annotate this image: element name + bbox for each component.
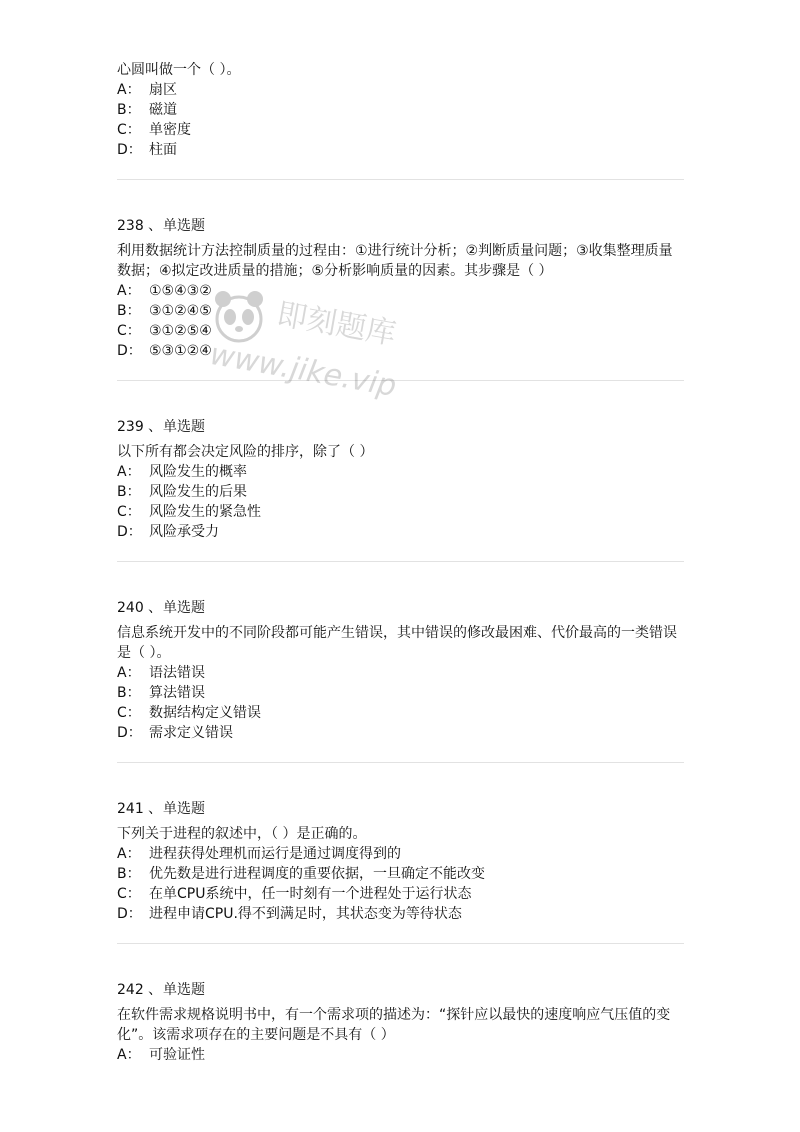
option-letter: B：	[117, 484, 141, 500]
question-number: 240 、	[117, 600, 163, 616]
option-letter: C：	[117, 705, 141, 721]
question-stem: 下列关于进程的叙述中，（ ）是正确的。	[117, 826, 367, 842]
option-d	[117, 904, 684, 924]
option-b	[117, 100, 684, 120]
option-text: 可验证性	[149, 1047, 205, 1063]
divider	[117, 380, 684, 381]
option-b	[117, 482, 684, 502]
option-text: 风险发生的后果	[149, 484, 247, 500]
question-number: 241 、	[117, 801, 163, 817]
option-a	[117, 1045, 684, 1065]
option-text: ③①②④⑤	[149, 303, 212, 319]
watermark-url: www.jike.vip	[207, 336, 400, 405]
question-241	[117, 799, 684, 944]
option-text: 语法错误	[149, 665, 205, 681]
option-letter: A：	[117, 1047, 141, 1063]
option-letter: D：	[117, 142, 142, 158]
option-letter: C：	[117, 886, 141, 902]
option-c	[117, 120, 684, 140]
option-text: 优先数是进行进程调度的重要依据，一旦确定不能改变	[149, 866, 485, 882]
divider	[117, 762, 684, 763]
option-c	[117, 884, 684, 904]
option-a	[117, 462, 684, 482]
question-header	[117, 417, 684, 437]
option-text: ③①②⑤④	[149, 323, 212, 339]
option-text: 需求定义错误	[149, 725, 233, 741]
option-b	[117, 301, 684, 321]
option-letter: C：	[117, 323, 141, 339]
question-header	[117, 799, 684, 819]
question-stem: 利用数据统计方法控制质量的过程由：①进行统计分析；②判断质量问题；③收集整理质量数据；④拟定改进质量的措施；⑤分析影响质量的因素。其步骤是（ ）	[117, 243, 673, 279]
question-type: 单选题	[163, 600, 205, 616]
option-text: 风险承受力	[149, 524, 219, 540]
option-letter: A：	[117, 464, 141, 480]
option-text: ①⑤④③②	[149, 283, 212, 299]
question-type: 单选题	[163, 801, 205, 817]
option-text: 风险发生的紧急性	[149, 504, 261, 520]
option-text: 进程申请CPU.得不到满足时，其状态变为等待状态	[149, 906, 462, 922]
question-number: 239 、	[117, 419, 163, 435]
divider	[117, 943, 684, 944]
option-letter: D：	[117, 906, 142, 922]
question-header	[117, 598, 684, 618]
divider	[117, 561, 684, 562]
option-b	[117, 683, 684, 703]
document-page	[117, 60, 684, 1065]
option-text: 扇区	[149, 82, 177, 98]
option-letter: D：	[117, 725, 142, 741]
option-letter: A：	[117, 82, 141, 98]
option-text: 磁道	[149, 102, 177, 118]
option-letter: A：	[117, 846, 141, 862]
option-text: 柱面	[149, 142, 177, 158]
question-type: 单选题	[163, 218, 205, 234]
option-letter: A：	[117, 665, 141, 681]
option-text: 算法错误	[149, 685, 205, 701]
option-d	[117, 723, 684, 743]
question-header	[117, 216, 684, 236]
option-letter: C：	[117, 504, 141, 520]
option-letter: B：	[117, 303, 141, 319]
question-239	[117, 417, 684, 562]
option-d	[117, 522, 684, 542]
question-header	[117, 980, 684, 1000]
option-c	[117, 703, 684, 723]
question-240	[117, 598, 684, 763]
option-b	[117, 864, 684, 884]
watermark-brand: 即刻题库	[274, 296, 399, 353]
question-number: 242 、	[117, 982, 163, 998]
option-text: ⑤③①②④	[149, 343, 212, 359]
option-text: 在单CPU系统中，任一时刻有一个进程处于运行状态	[149, 886, 472, 902]
question-stem: 以下所有都会决定风险的排序，除了（ ）	[117, 444, 374, 460]
option-letter: C：	[117, 122, 141, 138]
option-text: 风险发生的概率	[149, 464, 247, 480]
option-a	[117, 844, 684, 864]
option-text: 进程获得处理机而运行是通过调度得到的	[149, 846, 401, 862]
divider	[117, 179, 684, 180]
option-a	[117, 663, 684, 683]
question-type: 单选题	[163, 982, 205, 998]
option-letter: A：	[117, 283, 141, 299]
option-d	[117, 341, 684, 361]
option-text: 单密度	[149, 122, 191, 138]
question-fragment	[117, 60, 684, 180]
question-stem: 在软件需求规格说明书中，有一个需求项的描述为：“探针应以最快的速度响应气压值的变化”。该需求项存在的主要问题是不具有（ ）	[117, 1007, 671, 1043]
option-a	[117, 80, 684, 100]
option-c	[117, 321, 684, 341]
option-a	[117, 281, 684, 301]
option-letter: D：	[117, 343, 142, 359]
option-letter: D：	[117, 524, 142, 540]
question-stem: 心圆叫做一个（ ）。	[117, 62, 241, 78]
option-letter: B：	[117, 685, 141, 701]
question-238	[117, 216, 684, 381]
option-letter: B：	[117, 866, 141, 882]
question-type: 单选题	[163, 419, 205, 435]
question-stem: 信息系统开发中的不同阶段都可能产生错误，其中错误的修改最困难、代价最高的一类错误是（ ）。	[117, 625, 677, 661]
question-242	[117, 980, 684, 1065]
option-letter: B：	[117, 102, 141, 118]
option-text: 数据结构定义错误	[149, 705, 261, 721]
option-d	[117, 140, 684, 160]
option-c	[117, 502, 684, 522]
question-number: 238 、	[117, 218, 163, 234]
